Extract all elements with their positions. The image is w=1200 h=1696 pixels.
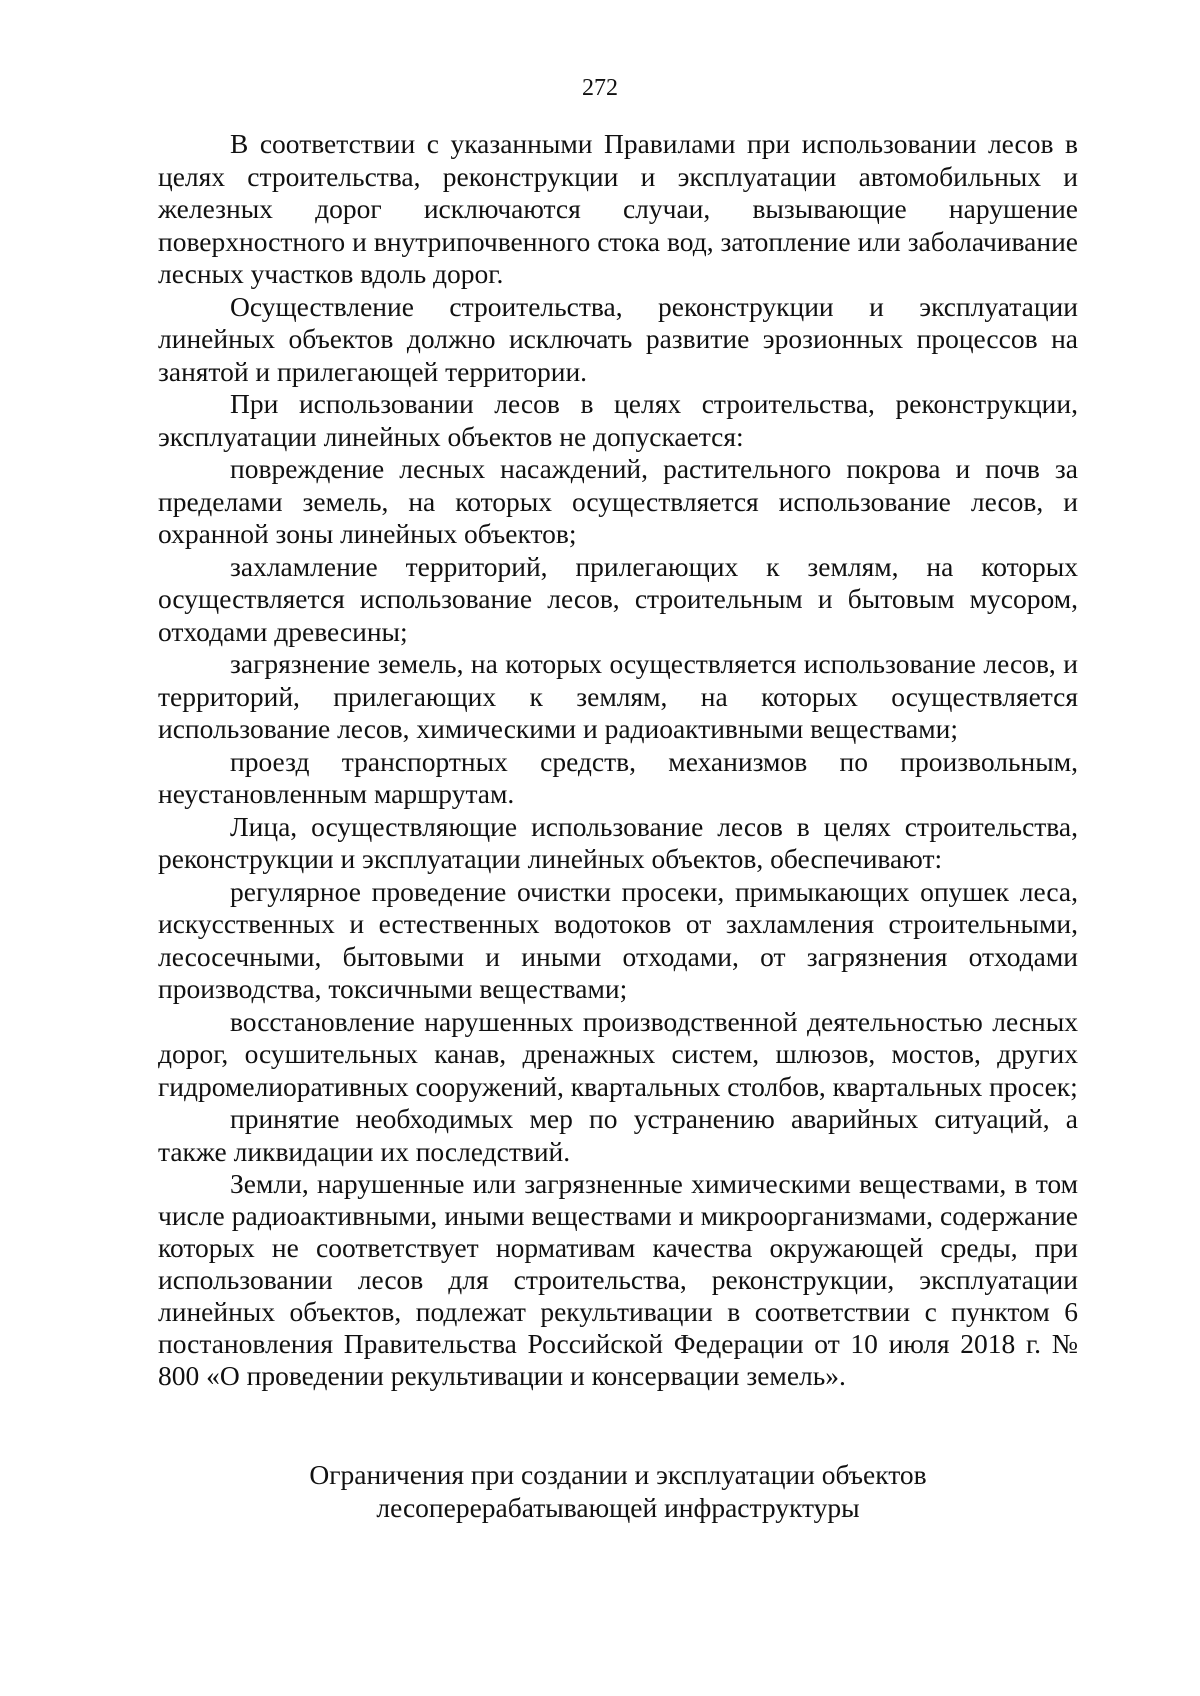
paragraph: При использовании лесов в целях строительства, реконструкции, эксплуатации линейных объектов не допускается: <box>158 388 1078 452</box>
page-number: 272 <box>582 75 618 101</box>
list-item: повреждение лесных насаждений, растительного покрова и почв за пределами земель, на которых осуществляется использование лесов, и охранной зоны линейных объектов; <box>158 453 1078 549</box>
list-item: восстановление нарушенных производственной деятельностью лесных дорог, осушительных канав, дренажных систем, шлюзов, мостов, других гидромелиоративных сооружений, квартальных столбов, квартальных просек; <box>158 1005 1078 1102</box>
section-heading <box>158 1458 1078 1524</box>
list-item: проезд транспортных средств, механизмов по произвольным, неустановленным маршрутам. <box>158 745 1078 809</box>
list-item: захламление территорий, прилегающих к землям, на которых осуществляется использование лесов, строительным и бытовым мусором, отходами древесины; <box>158 550 1078 647</box>
paragraph: Земли, нарушенные или загрязненные химическими веществами, в том числе радиоактивными, иными веществами и микроорганизмами, содержание которых не соответствует нормативам качества окружающей среды, при использовании лесов для строительства, реконструкции, эксплуатации линейных объектов, подлежат рекультивации в соответствии с пунктом 6 постановления Правительства Российской Федерации от 10 июля 2018 г. № 800 «О проведении рекультивации и консервации земель». <box>158 1168 1078 1391</box>
list-item: регулярное проведение очистки просеки, примыкающих опушек леса, искусственных и естественных водотоков от захламления строительными, лесосечными, бытовыми и иными отходами, от загрязнения отходами производства, токсичными веществами; <box>158 875 1078 1004</box>
body-text <box>158 128 1078 1392</box>
list-item: принятие необходимых мер по устранению аварийных ситуаций, а также ликвидации их последствий. <box>158 1103 1078 1167</box>
paragraph: Лица, осуществляющие использование лесов в целях строительства, реконструкции и эксплуатации линейных объектов, обеспечивают: <box>158 810 1078 874</box>
paragraph: Осуществление строительства, реконструкции и эксплуатации линейных объектов должно исключать развитие эрозионных процессов на занятой и прилегающей территории. <box>158 290 1078 387</box>
paragraph: В соответствии с указанными Правилами при использовании лесов в целях строительства, реконструкции и эксплуатации автомобильных и железных дорог исключаются случаи, вызывающие нарушение поверхностного и внутрипочвенного стока вод, затопление или заболачивание лесных участков вдоль дорог. <box>158 128 1078 289</box>
section-heading-line: лесоперерабатывающей инфраструктуры <box>376 1492 860 1523</box>
list-item: загрязнение земель, на которых осуществляется использование лесов, и территорий, прилегающих к землям, на которых осуществляется использование лесов, химическими и радиоактивными веществами; <box>158 648 1078 744</box>
section-heading-line: Ограничения при создании и эксплуатации объектов <box>309 1459 927 1490</box>
